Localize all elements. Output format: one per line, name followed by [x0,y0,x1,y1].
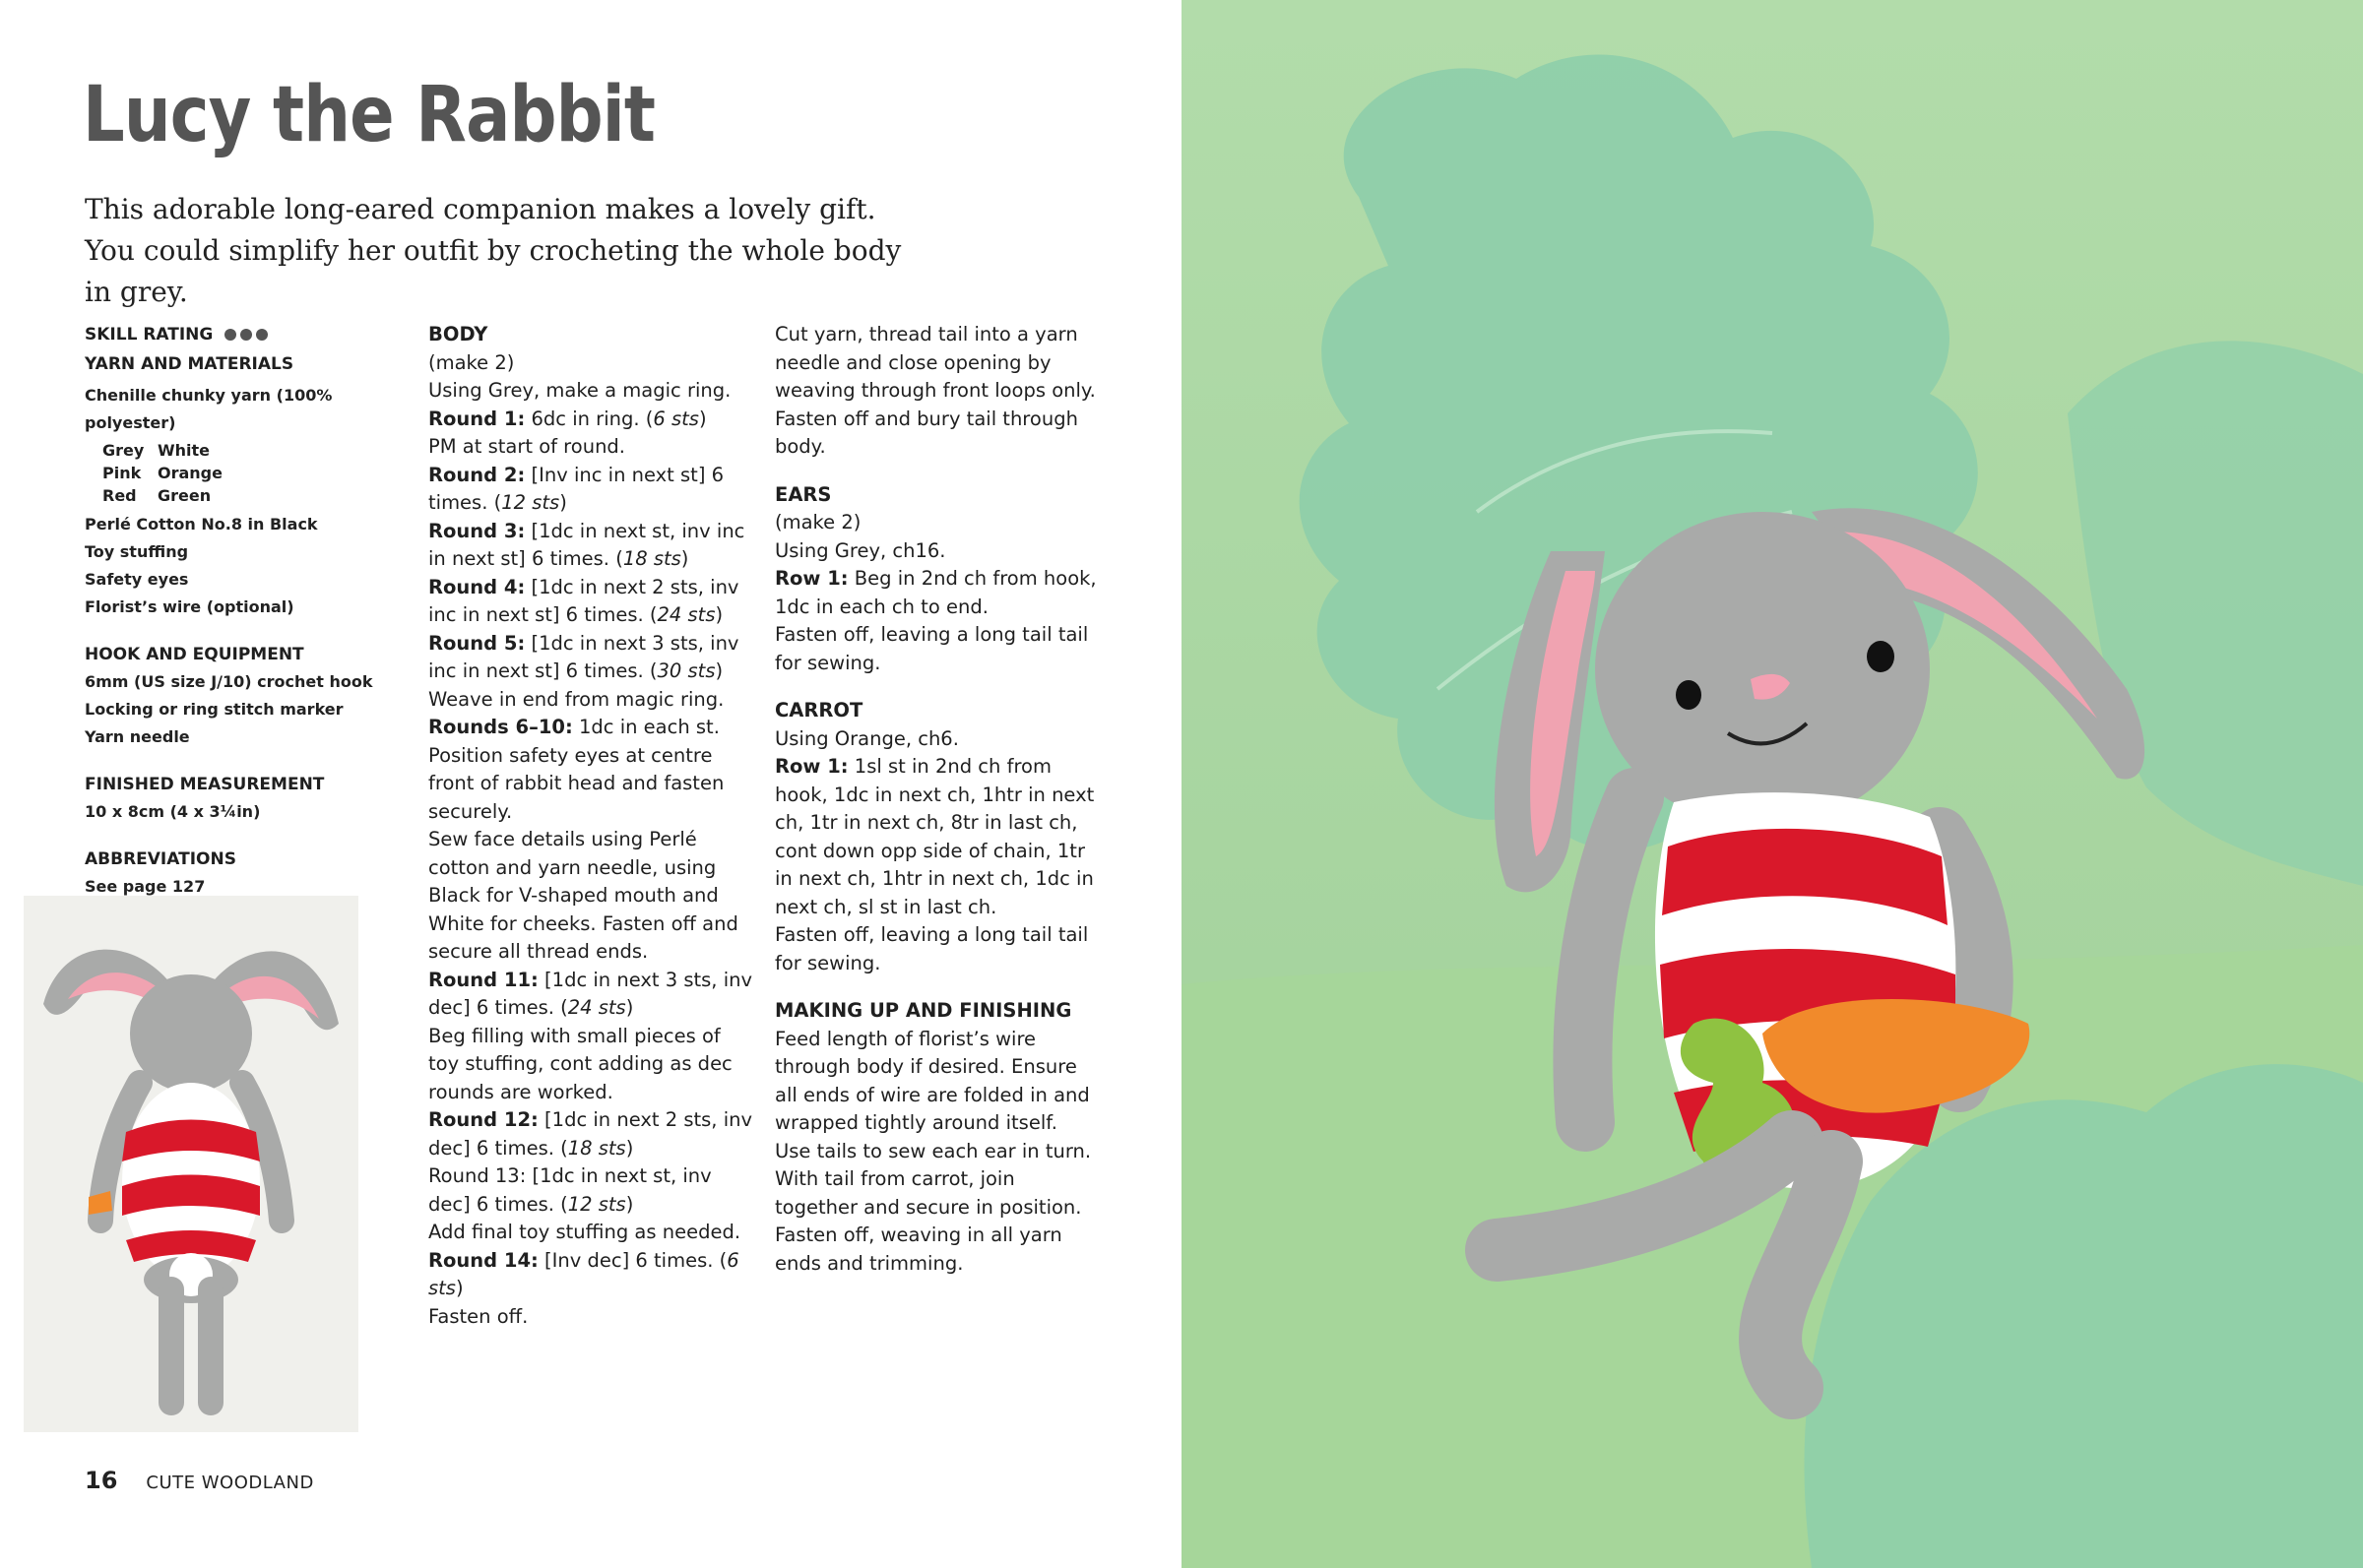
colour-item: Pink [102,464,142,482]
instruction-label: Row 1: [775,755,849,778]
skill-rating-label: SKILL RATING [85,325,214,345]
body-lines [428,349,753,1332]
skill-dots [224,321,272,348]
ears-instruction-line: Fasten off, leaving a long tail tail for sewing. [775,623,1089,674]
rabbit-back-illustration [24,896,358,1432]
hook-heading: HOOK AND EQUIPMENT [85,645,304,664]
section-name: CUTE WOODLAND [146,1473,314,1493]
colour-item: White [158,441,211,460]
stitch-count: 12 sts [501,491,560,514]
material-item: Safety eyes [85,570,189,589]
body-instruction-line: Round 4: [1dc in next 2 sts, inv inc in next st] 6 times. (24 sts) [428,575,739,626]
body-instruction-line: Rounds 6–10: 1dc in each st. [428,716,720,738]
ears-instruction-line: Using Grey, ch16. [775,538,946,562]
hook-item: Yarn needle [85,727,190,746]
instruction-label: Round 1: [428,407,526,430]
body-instruction-line: Sew face details using Perlé cotton and yarn needle, using Black for V-shaped mouth and White for cheeks. Fasten off and secure all thread ends. [428,828,738,963]
instruction-label: Round 12: [428,1108,539,1131]
body-instruction-line: Round 12: [1dc in next 2 sts, inv dec] 6 times. (18 sts) [428,1108,753,1160]
rabbit-hero-illustration [1182,0,2363,1568]
body-instruction-line: (make 2) [428,350,515,374]
stitch-count: 6 sts [653,407,699,430]
body-instruction-line: Using Grey, make a magic ring. [428,379,732,402]
materials-column [85,321,410,901]
body-instruction-line: Round 13: [1dc in next st, inv dec] 6 times. (12 sts) [428,1164,712,1216]
stitch-count: 24 sts [657,603,716,626]
stitch-count: 30 sts [657,659,716,682]
material-item: Florist’s wire (optional) [85,597,294,616]
ears-instruction-line: (make 2) [775,511,862,533]
abbreviations-ref: See page 127 [85,877,206,896]
colour-item: Green [158,486,212,505]
finishing-heading: MAKING UP AND FINISHING [775,999,1072,1022]
finishing-instruction-line: With tail from carrot, join together and secure in position. [775,1167,1082,1219]
hero-photo [1182,0,2363,1568]
instruction-label: Round 11: [428,968,539,991]
body-instruction-line: Round 3: [1dc in next st, inv inc in next st] 6 times. (18 sts) [428,519,745,570]
yarn-type: Chenille chunky yarn (100% polyester) [85,386,333,432]
intro-paragraph: This adorable long-eared companion makes a lovely gift. You could simplify her outfit by crocheting the whole body in grey. [85,193,902,308]
skill-dot [240,329,252,341]
ears-lines [775,509,1100,677]
skill-dot [224,329,236,341]
page-number: 16 [85,1467,118,1494]
instruction-label: Round 3: [428,519,526,542]
body-instructions-column [428,321,753,1331]
body-instruction-line: Fasten off. [428,1304,529,1328]
stitch-count: 12 sts [567,1192,626,1216]
abbreviations-heading: ABBREVIATIONS [85,849,236,869]
colour-item: Red [102,486,137,505]
instruction-label: Round 4: [428,575,526,598]
body-instruction-line: PM at start of round. [428,435,625,458]
instruction-label: Rounds 6–10: [428,716,573,738]
finishing-instruction-line: Fasten off, weaving in all yarn ends and trimming. [775,1223,1062,1275]
measurement-value: 10 x 8cm (4 x 3¼in) [85,802,261,821]
instruction-label: Round 5: [428,631,526,655]
stitch-count: 18 sts [567,1136,626,1160]
finishing-instruction-line: Use tails to sew each ear in turn. [775,1139,1092,1162]
skill-dot [256,329,268,341]
ears-carrot-column [775,321,1100,1278]
page-footer [85,1467,314,1494]
stitch-count: 18 sts [622,547,681,570]
body-instruction-line: Round 5: [1dc in next 3 sts, inv inc in next st] 6 times. (30 sts) [428,631,739,682]
hook-item: 6mm (US size J/10) crochet hook [85,672,373,691]
colour-item: Grey [102,441,145,460]
hook-item: Locking or ring stitch marker [85,700,344,719]
yarn-colours [85,439,410,507]
body-instruction-line: Round 1: 6dc in ring. (6 sts) [428,407,707,430]
body-instruction-line: Round 2: [Inv inc in next st] 6 times. (12 sts) [428,463,725,514]
material-item: Perlé Cotton No.8 in Black [85,515,318,533]
colour-item: Orange [158,464,223,482]
stitch-count: 24 sts [567,996,626,1019]
stitch-count: 6 sts [428,1248,739,1299]
yarn-heading: YARN AND MATERIALS [85,354,294,374]
finishing-instruction-line: Feed length of florist’s wire through body if desired. Ensure all ends of wire are folded in and wrapped tightly around itself. [775,1027,1090,1134]
body-instruction-line: Round 14: [Inv dec] 6 times. (6 sts) [428,1248,739,1299]
instruction-label: Round 2: [428,463,526,486]
instruction-label: Row 1: [775,567,849,590]
measurement-heading: FINISHED MEASUREMENT [85,775,325,794]
carrot-instruction-line: Row 1: 1sl st in 2nd ch from hook, 1dc in next ch, 1htr in next ch, 1tr in next ch, 8tr in last ch, cont down opp side of chain, 1tr in next ch, 1htr in next ch, 1dc in next ch, sl st in last ch. [775,755,1095,918]
carrot-instruction-line: Fasten off, leaving a long tail tail for sewing. [775,923,1089,974]
body-closing-text: Cut yarn, thread tail into a yarn needle and close opening by weaving through front loops only. Fasten off and bury tail through body. [775,323,1096,458]
body-instruction-line: Position safety eyes at centre front of rabbit head and fasten securely. [428,743,725,823]
carrot-lines [775,725,1100,978]
finishing-lines [775,1026,1100,1279]
carrot-instruction-line: Using Orange, ch6. [775,726,959,750]
carrot-heading: CARROT [775,699,863,721]
body-instruction-line: Weave in end from magic ring. [428,687,725,711]
instruction-label: Round 14: [428,1248,539,1272]
back-view-photo [24,896,358,1432]
ears-heading: EARS [775,482,832,506]
body-instruction-line: Round 11: [1dc in next 3 sts, inv dec] 6 times. (24 sts) [428,968,753,1019]
body-instruction-line: Add final toy stuffing as needed. [428,1221,741,1243]
material-item: Toy stuffing [85,542,189,561]
body-heading: BODY [428,323,488,345]
page-title: Lucy the Rabbit [83,71,656,159]
skill-rating [85,321,410,348]
body-instruction-line: Beg filling with small pieces of toy stuffing, cont adding as dec rounds are worked. [428,1024,733,1103]
ears-instruction-line: Row 1: Beg in 2nd ch from hook, 1dc in each ch to end. [775,567,1097,618]
